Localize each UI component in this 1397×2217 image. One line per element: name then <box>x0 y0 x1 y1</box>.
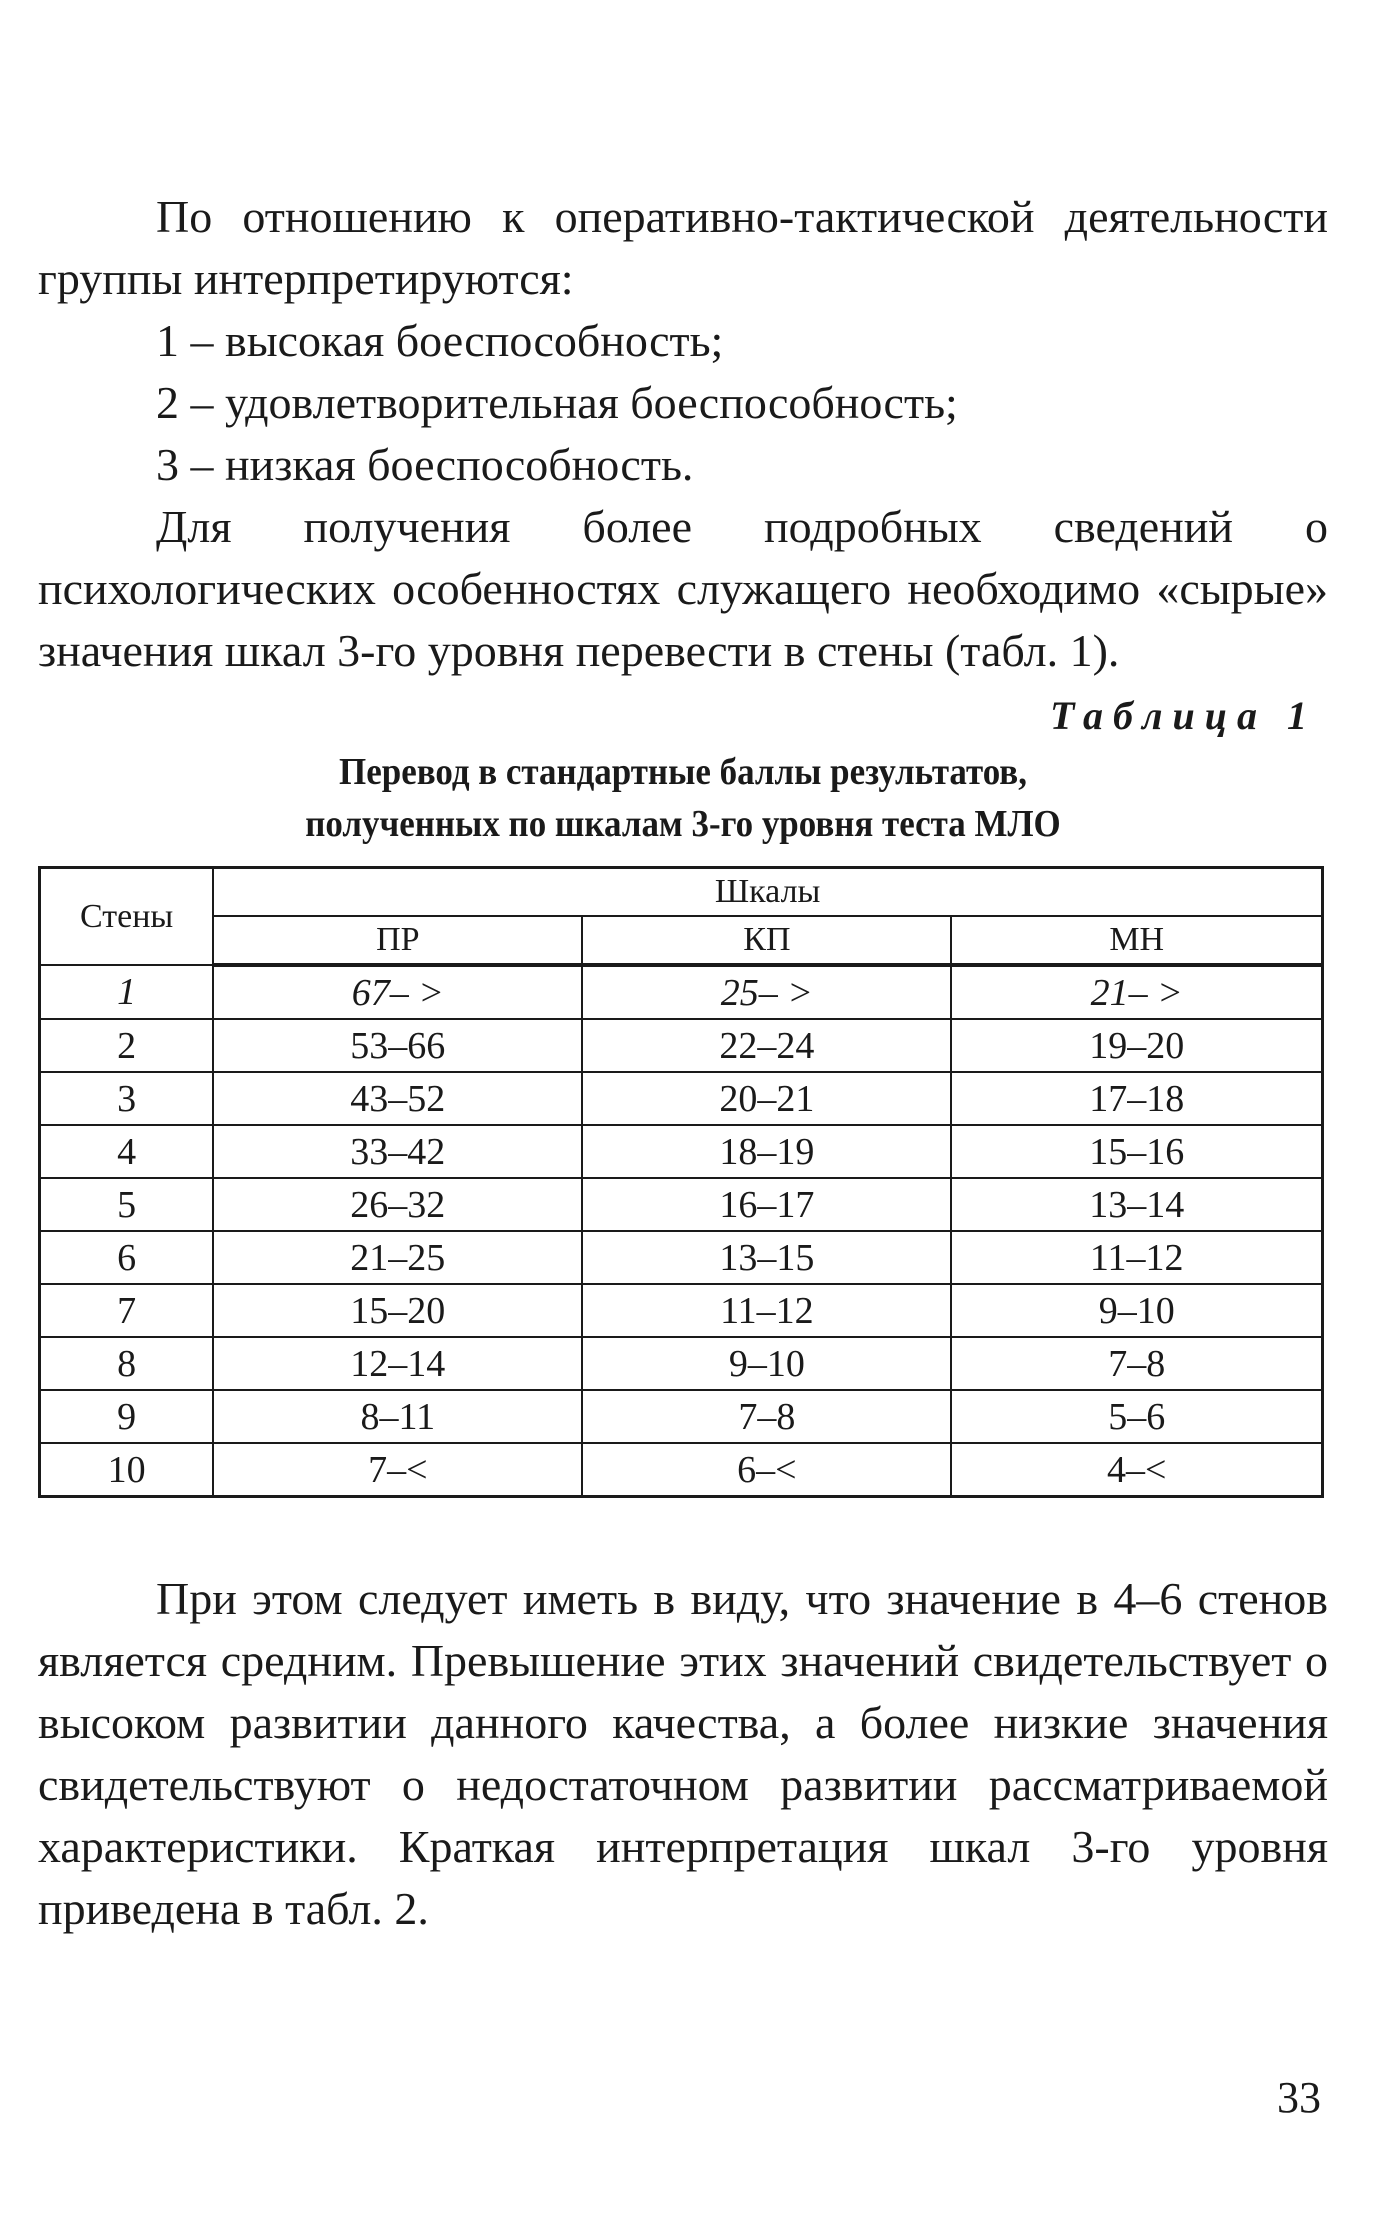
cell-mn: 4–< <box>951 1443 1322 1497</box>
cell-kp: 18–19 <box>582 1125 951 1178</box>
cell-sten: 5 <box>40 1178 214 1231</box>
paragraph-interpretation: При этом следует иметь в виду, что значение в 4–6 стенов является средним. Превышение этих значений свидетельствует о высоком развитии данного качества, а более низкие значения свидетельствуют о недостаточном развитии рассматриваемой характеристики. Краткая интерпретация шкал 3-го уровня приведена в табл. 2. <box>38 1573 1328 1934</box>
cell-pr: 53–66 <box>213 1019 582 1072</box>
cell-sten: 8 <box>40 1337 214 1390</box>
cell-sten: 9 <box>40 1390 214 1443</box>
table-row <box>40 1125 1323 1178</box>
header-column-mn: МН <box>951 916 1322 965</box>
table-row <box>40 1337 1323 1390</box>
header-scales: Шкалы <box>213 868 1322 917</box>
cell-sten: 3 <box>40 1072 214 1125</box>
cell-mn: 13–14 <box>951 1178 1322 1231</box>
cell-pr: 21–25 <box>213 1231 582 1284</box>
cell-mn: 21– > <box>951 965 1322 1019</box>
table-row <box>40 1443 1323 1497</box>
cell-sten: 7 <box>40 1284 214 1337</box>
cell-pr: 33–42 <box>213 1125 582 1178</box>
cell-mn: 5–6 <box>951 1390 1322 1443</box>
table-title-line-1: Перевод в стандартные баллы результатов, <box>339 751 1027 793</box>
cell-mn: 15–16 <box>951 1125 1322 1178</box>
table-row <box>40 1231 1323 1284</box>
table-title <box>90 746 1277 850</box>
table-label: Таблица 1 <box>1050 693 1317 738</box>
header-column-kp: КП <box>582 916 951 965</box>
cell-pr: 12–14 <box>213 1337 582 1390</box>
table-row <box>40 1284 1323 1337</box>
cell-kp: 13–15 <box>582 1231 951 1284</box>
cell-sten: 6 <box>40 1231 214 1284</box>
cell-kp: 7–8 <box>582 1390 951 1443</box>
header-column-pr: ПР <box>213 916 582 965</box>
paragraph-intro: По отношению к оперативно-тактической деятельности группы интерпретируются: <box>38 191 1328 304</box>
cell-mn: 7–8 <box>951 1337 1322 1390</box>
cell-sten: 1 <box>40 965 214 1019</box>
cell-pr: 7–< <box>213 1443 582 1497</box>
table-row <box>40 1019 1323 1072</box>
cell-pr: 8–11 <box>213 1390 582 1443</box>
table-header-row <box>40 868 1323 917</box>
cell-sten: 2 <box>40 1019 214 1072</box>
cell-pr: 43–52 <box>213 1072 582 1125</box>
table-row <box>40 1072 1323 1125</box>
cell-kp: 22–24 <box>582 1019 951 1072</box>
table-row <box>40 1390 1323 1443</box>
header-stens: Стены <box>40 868 214 966</box>
cell-mn: 17–18 <box>951 1072 1322 1125</box>
cell-kp: 16–17 <box>582 1178 951 1231</box>
cell-kp: 25– > <box>582 965 951 1019</box>
table-row <box>40 1178 1323 1231</box>
table-subheader-row <box>40 916 1323 965</box>
cell-sten: 10 <box>40 1443 214 1497</box>
cell-pr: 67– > <box>213 965 582 1019</box>
list-item-low: 3 – низкая боеспособность. <box>156 439 694 490</box>
cell-kp: 6–< <box>582 1443 951 1497</box>
cell-mn: 9–10 <box>951 1284 1322 1337</box>
cell-sten: 4 <box>40 1125 214 1178</box>
page-number: 33 <box>1277 2073 1321 2122</box>
cell-kp: 11–12 <box>582 1284 951 1337</box>
list-item-high: 1 – высокая боеспособность; <box>156 315 724 366</box>
cell-kp: 9–10 <box>582 1337 951 1390</box>
cell-mn: 11–12 <box>951 1231 1322 1284</box>
table-row <box>40 965 1323 1019</box>
cell-mn: 19–20 <box>951 1019 1322 1072</box>
list-item-satisfactory: 2 – удовлетворительная боеспособность; <box>156 377 958 428</box>
cell-kp: 20–21 <box>582 1072 951 1125</box>
paragraph-conversion: Для получения более подробных сведений о психологических особенностях служащего необходимо «сырые» значения шкал 3-го уровня перевести в стены (табл. 1). <box>38 501 1328 676</box>
cell-pr: 15–20 <box>213 1284 582 1337</box>
table-title-line-2: полученных по шкалам 3-го уровня теста МЛО <box>305 803 1061 845</box>
cell-pr: 26–32 <box>213 1178 582 1231</box>
sten-conversion-table <box>38 866 1324 1498</box>
